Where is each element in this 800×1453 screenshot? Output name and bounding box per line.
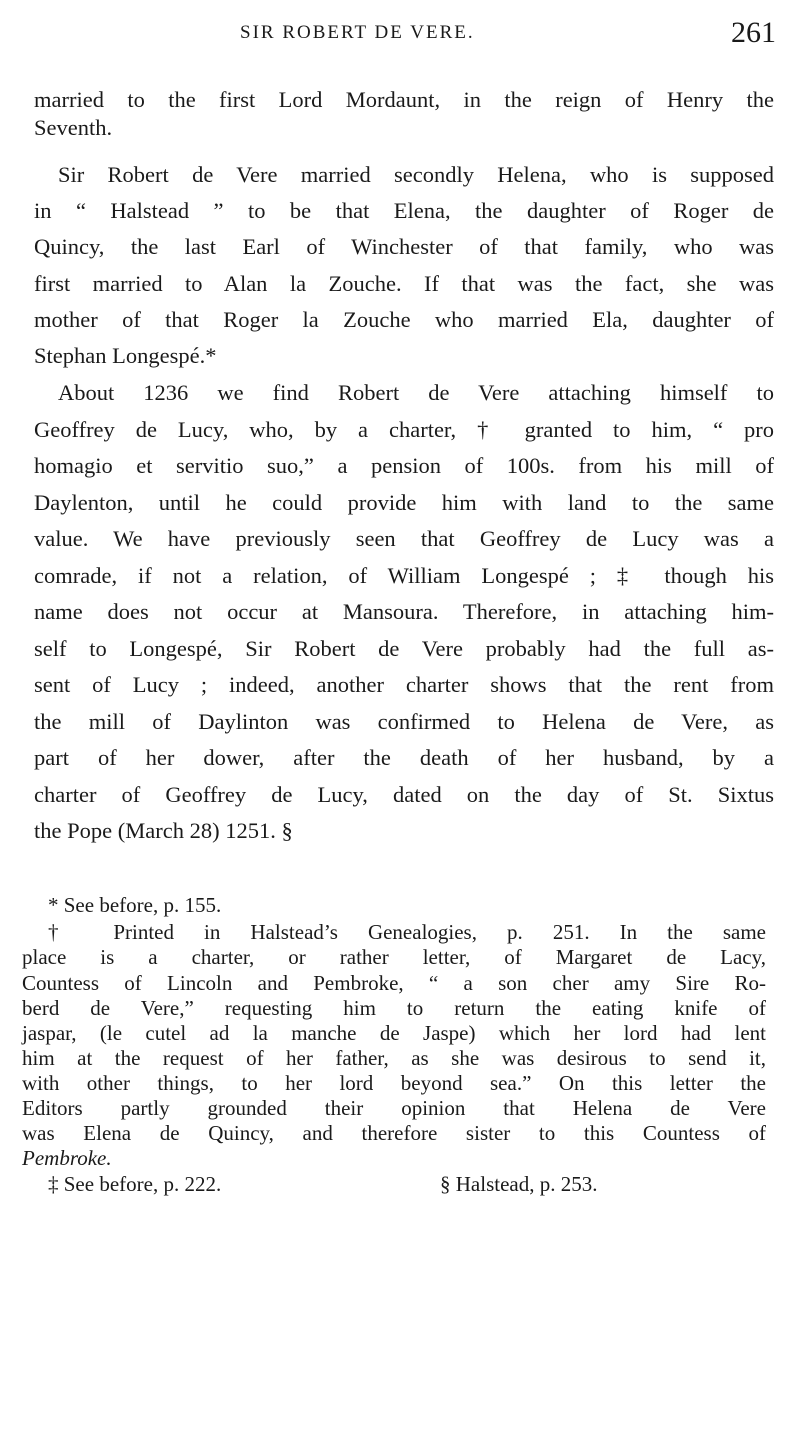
footnote-line: berd de Vere,” requesting him to return the eating knife of: [22, 996, 766, 1020]
body-line: married to the first Lord Mordaunt, in the reign of Henry the: [34, 87, 774, 112]
body-line: homagio et servitio suo,” a pension of 100s. from his mill of: [34, 453, 774, 478]
body-line: sent of Lucy ; indeed, another charter shows that the rent from: [34, 672, 774, 697]
footnote-line: jaspar, (le cutel ad la manche de Jaspe) which her lord had lent: [22, 1021, 766, 1045]
body-line: Quincy, the last Earl of Winchester of that family, who was: [34, 234, 774, 259]
footnote-line: * See before, p. 155.: [48, 893, 222, 917]
page-number: 261: [731, 16, 776, 49]
body-line: part of her dower, after the death of her husband, by a: [34, 745, 774, 770]
body-line: Geoffrey de Lucy, who, by a charter, † granted to him, “ pro: [34, 417, 774, 442]
body-line: comrade, if not a relation, of William Longespé ; ‡ though his: [34, 563, 774, 588]
footnote-line: ‡ See before, p. 222.: [48, 1172, 222, 1196]
body-line: Stephan Longespé.*: [34, 343, 217, 368]
body-line: Sir Robert de Vere married secondly Helena, who is supposed: [58, 162, 774, 187]
footnote-line: † Printed in Halstead’s Genealogies, p. 251. In the same: [48, 920, 766, 944]
body-line: value. We have previously seen that Geoffrey de Lucy was a: [34, 526, 774, 551]
body-line: name does not occur at Mansoura. Therefore, in attaching him-: [34, 599, 774, 624]
body-line: About 1236 we find Robert de Vere attaching himself to: [58, 380, 774, 405]
body-line: in “ Halstead ” to be that Elena, the daughter of Roger de: [34, 198, 774, 223]
body-line: self to Longespé, Sir Robert de Vere probably had the full as-: [34, 636, 774, 661]
body-line: Seventh.: [34, 115, 113, 140]
footnote-line: Countess of Lincoln and Pembroke, “ a son cher amy Sire Ro-: [22, 971, 766, 995]
footnote-line: was Elena de Quincy, and therefore sister to this Countess of: [22, 1121, 766, 1145]
footnote-line: him at the request of her father, as she was desirous to send it,: [22, 1046, 766, 1070]
body-line: charter of Geoffrey de Lucy, dated on the day of St. Sixtus: [34, 782, 774, 807]
body-line: Daylenton, until he could provide him with land to the same: [34, 490, 774, 515]
body-line: the mill of Daylinton was confirmed to Helena de Vere, as: [34, 709, 774, 734]
footnote-line: place is a charter, or rather letter, of Margaret de Lacy,: [22, 945, 766, 969]
footnote-line: Pembroke.: [22, 1146, 112, 1170]
footnote-line: § Halstead, p. 253.: [440, 1172, 598, 1196]
footnote-line: with other things, to her lord beyond sea.” On this letter the: [22, 1071, 766, 1095]
footnote-line: Editors partly grounded their opinion that Helena de Vere: [22, 1096, 766, 1120]
body-line: mother of that Roger la Zouche who married Ela, daughter of: [34, 307, 774, 332]
body-line: the Pope (March 28) 1251. §: [34, 818, 293, 843]
running-title: SIR ROBERT DE VERE.: [240, 22, 475, 43]
body-line: first married to Alan la Zouche. If that was the fact, she was: [34, 271, 774, 296]
